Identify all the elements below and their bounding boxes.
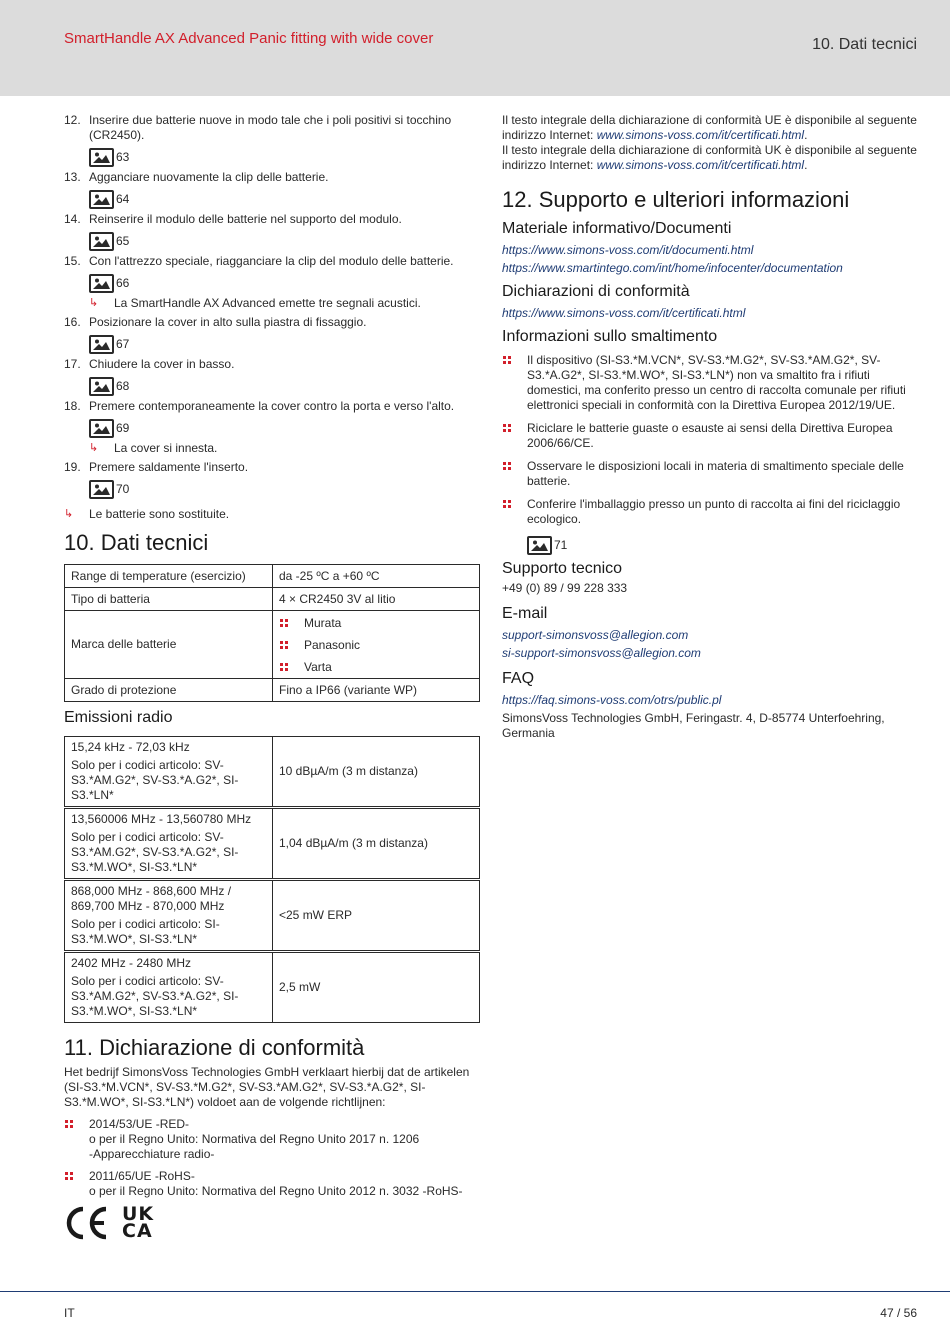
email-title: E-mail: [502, 605, 548, 622]
step-text: Inserire due batterie nuove in modo tale che i poli positivi si tocchino (CR2450).: [89, 113, 452, 142]
step-text: Con l'attrezzo speciale, riagganciare la clip del modulo delle batterie.: [89, 254, 454, 268]
step-result: ↳ La cover si innesta.: [89, 441, 218, 455]
step-item: [64, 254, 480, 269]
table-cell: da -25 ºC a +60 ºC: [273, 565, 480, 588]
section-11-title: 11. Dichiarazione di conformità: [64, 1035, 365, 1060]
figure-reference: 67: [89, 334, 480, 354]
image-icon: [89, 274, 114, 293]
step-text: Chiudere la cover in basso.: [89, 357, 235, 371]
step-list: [64, 113, 480, 499]
section-10-title: 10. Dati tecnici: [64, 530, 209, 555]
conformity-intro: Het bedrijf SimonsVoss Technologies GmbH verklaart hierbij dat de artikelen (SI-S3.*M.VCN*, SV-S3.*M.G2*, SV-S3.*AM.G2*, SV-S3.*A.G2*, SI-S3.*M.WO*, SI-S3.*LN*) voldoet aan de volgende richtlijnen:: [64, 1065, 470, 1109]
step-number: 19.: [64, 460, 81, 474]
step-text: Reinserire il modulo delle batterie nel supporto del modulo.: [89, 212, 402, 226]
disposal-list: [502, 353, 918, 527]
page-number: 47 / 56: [880, 1306, 917, 1320]
final-result: [64, 507, 480, 522]
bullet-icon: [503, 462, 512, 471]
table-cell: 2,5 mW: [273, 953, 480, 1023]
documents-link[interactable]: https://www.simons-voss.com/it/documenti.html: [502, 243, 754, 257]
si-support-email-link[interactable]: si-support-simonsvoss@allegion.com: [502, 646, 701, 660]
bullet-icon: [65, 1120, 74, 1129]
section-12-title: 12. Supporto e ulteriori informazioni: [502, 187, 850, 212]
final-result-text: Le batterie sono sostituite.: [89, 507, 230, 521]
bullet-icon: [280, 663, 289, 672]
step-item: [64, 315, 480, 330]
table-cell: Range di temperature (esercizio): [65, 565, 273, 588]
table-row: [65, 809, 480, 879]
footer-divider: [0, 1291, 950, 1292]
faq-link[interactable]: https://faq.simons-voss.com/otrs/public.pl: [502, 693, 722, 707]
result-arrow-icon: ↳: [89, 442, 99, 454]
image-icon: [89, 377, 114, 396]
figure-reference: 63: [89, 147, 480, 167]
step-number: 17.: [64, 357, 81, 371]
bullet-icon: [280, 641, 289, 650]
list-item: Il dispositivo (SI-S3.*M.VCN*, SV-S3.*M.G2*, SV-S3.*AM.G2*, SV-S3.*A.G2*, SI-S3.*M.WO*, SI-S3.*LN*) non va smaltito fra i rifiuti domestici, ma conferito presso un centro di raccolta comunale per rifiuti elettronici speciali in conformità con la Direttiva Europea 2012/19/UE.: [502, 353, 918, 413]
step-number: 14.: [64, 212, 81, 226]
support-title: Supporto tecnico: [502, 560, 623, 577]
step-item: [64, 399, 480, 414]
bullet-icon: [280, 619, 289, 628]
bullet-icon: [503, 356, 512, 365]
table-cell: 4 × CR2450 3V al litio: [273, 588, 480, 611]
table-row: [65, 611, 480, 679]
company-address: SimonsVoss Technologies GmbH, Feringastr. 4, D-85774 Unterfoehring, Germania: [502, 711, 885, 740]
table-row: [65, 565, 480, 588]
step-item: [64, 113, 480, 143]
result-arrow-icon: ↳: [89, 297, 99, 309]
figure-reference: 65: [89, 231, 480, 251]
image-icon: [89, 335, 114, 354]
left-column: [64, 113, 480, 1241]
image-icon: [89, 190, 114, 209]
step-number: 12.: [64, 113, 81, 127]
step-text: Premere saldamente l'inserto.: [89, 460, 249, 474]
step-text: Premere contemporaneamente la cover contro la porta e verso l'alto.: [89, 399, 455, 413]
image-icon: [89, 419, 114, 438]
bullet-icon: [503, 424, 512, 433]
step-number: 13.: [64, 170, 81, 184]
step-number: 15.: [64, 254, 81, 268]
eu-declaration-link[interactable]: www.simons-voss.com/it/certificati.html: [596, 128, 805, 142]
figure-reference: 64: [89, 189, 480, 209]
step-item: [64, 357, 480, 372]
certification-marks: [64, 1205, 480, 1241]
disposal-title: Informazioni sullo smaltimento: [502, 328, 718, 345]
table-cell: Tipo di batteria: [65, 588, 273, 611]
table-cell: Grado di protezione: [65, 679, 273, 702]
faq-title: FAQ: [502, 670, 535, 687]
list-item: 2011/65/UE -RoHS- o per il Regno Unito: Normativa del Regno Unito 2012 n. 3032 -RoHS-: [64, 1169, 480, 1199]
image-icon: [89, 480, 114, 499]
table-cell: 868,000 MHz - 868,600 MHz / 869,700 MHz - 870,000 MHz Solo per i codici articolo: SI-S3.*M.WO*, SI-S3.*LN*: [65, 881, 273, 951]
support-phone: +49 (0) 89 / 99 228 333: [502, 581, 628, 595]
list-item: 2014/53/UE -RED- o per il Regno Unito: Normativa del Regno Unito 2017 n. 1206 -Apparecchiature radio-: [64, 1117, 480, 1162]
image-icon: [89, 232, 114, 251]
table-cell: Marca delle batterie: [65, 611, 273, 679]
table-row: [65, 588, 480, 611]
document-title: SmartHandle AX Advanced Panic fitting with wide cover: [64, 30, 434, 47]
ce-mark-icon: [64, 1205, 114, 1241]
list-item: Varta: [279, 660, 473, 675]
step-text: Posizionare la cover in alto sulla piastra di fissaggio.: [89, 315, 367, 329]
documentation-link[interactable]: https://www.smartintego.com/int/home/infocenter/documentation: [502, 261, 843, 275]
ukca-mark-icon: UK CA: [122, 1203, 155, 1242]
figure-reference: 69: [89, 418, 480, 438]
table-cell: Fino a IP66 (variante WP): [273, 679, 480, 702]
table-cell: 15,24 kHz - 72,03 kHz Solo per i codici articolo: SV-S3.*AM.G2*, SV-S3.*A.G2*, SI-S3.*LN*: [65, 737, 273, 807]
conformity-declarations-title: Dichiarazioni di conformità: [502, 283, 690, 300]
table-row: [65, 679, 480, 702]
step-result: ↳ La SmartHandle AX Advanced emette tre segnali acustici.: [89, 296, 421, 310]
list-item: Osservare le disposizioni locali in materia di smaltimento speciale delle batterie.: [502, 459, 918, 489]
image-icon: [527, 536, 552, 555]
figure-reference: 66: [89, 273, 480, 293]
uk-declaration-text: Il testo integrale della dichiarazione di conformità UK è disponibile al seguente indirizzo Internet: www.simons-voss.com/it/certificati.html.: [502, 143, 917, 172]
table-cell: 13,560006 MHz - 13,560780 MHz Solo per i codici articolo: SV-S3.*AM.G2*, SV-S3.*A.G2*, SI-S3.*M.WO*, SI-S3.*LN*: [65, 809, 273, 879]
right-column: [502, 113, 918, 741]
table-cell: <25 mW ERP: [273, 881, 480, 951]
step-number: 16.: [64, 315, 81, 329]
uk-declaration-link[interactable]: www.simons-voss.com/it/certificati.html: [596, 158, 805, 172]
table-cell: 10 dBµA/m (3 m distanza): [273, 737, 480, 807]
table-cell: 2402 MHz - 2480 MHz Solo per i codici articolo: SV-S3.*AM.G2*, SV-S3.*A.G2*, SI-S3.*M.WO*, SI-S3.*LN*: [65, 953, 273, 1023]
step-item: [64, 460, 480, 475]
footer-language: IT: [64, 1306, 75, 1320]
list-item: Conferire l'imballaggio presso un punto di raccolta ai fini del riciclaggio ecologico.: [502, 497, 918, 527]
step-text: Agganciare nuovamente la clip delle batterie.: [89, 170, 329, 184]
table-row: [65, 953, 480, 1023]
list-item: Murata: [279, 616, 473, 631]
figure-reference: 70: [89, 479, 480, 499]
figure-reference: 68: [89, 376, 480, 396]
table-row: [65, 737, 480, 807]
table-cell: 1,04 dBµA/m (3 m distanza): [273, 809, 480, 879]
bullet-icon: [503, 500, 512, 509]
list-item: Panasonic: [279, 638, 473, 653]
figure-reference: 71: [527, 535, 918, 555]
certificates-link[interactable]: https://www.simons-voss.com/it/certificati.html: [502, 306, 746, 320]
step-item: [64, 212, 480, 227]
page-header: [0, 0, 950, 96]
support-email-link[interactable]: support-simonsvoss@allegion.com: [502, 628, 689, 642]
table-row: [65, 881, 480, 951]
step-item: [64, 170, 480, 185]
radio-emissions-table: [64, 736, 480, 1023]
materials-title: Materiale informativo/Documenti: [502, 220, 732, 237]
tech-data-table: [64, 564, 480, 702]
image-icon: [89, 148, 114, 167]
step-number: 18.: [64, 399, 81, 413]
chapter-title: 10. Dati tecnici: [812, 36, 917, 53]
radio-emissions-title: Emissioni radio: [64, 709, 173, 726]
table-cell: [273, 611, 480, 679]
list-item: Riciclare le batterie guaste o esauste ai sensi della Direttiva Europea 2006/66/CE.: [502, 421, 918, 451]
result-arrow-icon: ↳: [64, 508, 74, 520]
bullet-icon: [65, 1172, 74, 1181]
eu-declaration-text: Il testo integrale della dichiarazione di conformità UE è disponibile al seguente indirizzo Internet: www.simons-voss.com/it/certificati.html.: [502, 113, 917, 142]
